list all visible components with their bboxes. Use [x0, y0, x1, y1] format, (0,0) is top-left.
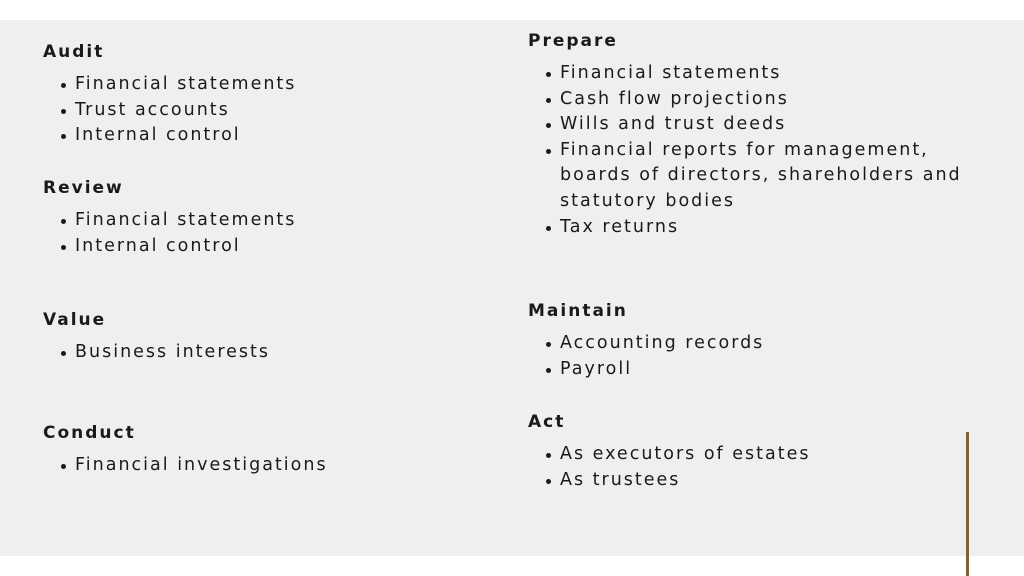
maintain-list	[528, 331, 764, 382]
audit-heading: Audit	[43, 42, 105, 62]
maintain-heading: Maintain	[528, 301, 628, 321]
conduct-section	[43, 423, 328, 479]
list-item: Internal control	[43, 123, 296, 149]
list-item: Wills and trust deeds	[528, 112, 980, 138]
maintain-section	[528, 301, 764, 382]
list-item: Accounting records	[528, 331, 764, 357]
list-item: Cash flow projections	[528, 87, 980, 113]
act-heading: Act	[528, 412, 566, 432]
accent-divider-line	[966, 432, 969, 576]
list-item: Financial statements	[528, 61, 980, 87]
review-list	[43, 208, 296, 259]
list-item: Business interests	[43, 340, 270, 366]
act-section	[528, 412, 811, 493]
list-item: Tax returns	[528, 215, 980, 241]
list-item: As executors of estates	[528, 442, 811, 468]
prepare-heading: Prepare	[528, 31, 618, 51]
list-item: Financial statements	[43, 72, 296, 98]
list-item: As trustees	[528, 468, 811, 494]
prepare-section	[528, 31, 980, 240]
prepare-list	[528, 61, 980, 240]
act-list	[528, 442, 811, 493]
audit-list	[43, 72, 296, 149]
list-item: Financial reports for management, boards of directors, shareholders and statutory bodies	[528, 138, 980, 215]
conduct-heading: Conduct	[43, 423, 136, 443]
conduct-list	[43, 453, 328, 479]
value-section	[43, 310, 270, 366]
value-heading: Value	[43, 310, 107, 330]
list-item: Internal control	[43, 234, 296, 260]
list-item: Payroll	[528, 357, 764, 383]
list-item: Financial investigations	[43, 453, 328, 479]
list-item: Trust accounts	[43, 98, 296, 124]
review-heading: Review	[43, 178, 124, 198]
list-item: Financial statements	[43, 208, 296, 234]
value-list	[43, 340, 270, 366]
audit-section	[43, 42, 296, 149]
review-section	[43, 178, 296, 259]
